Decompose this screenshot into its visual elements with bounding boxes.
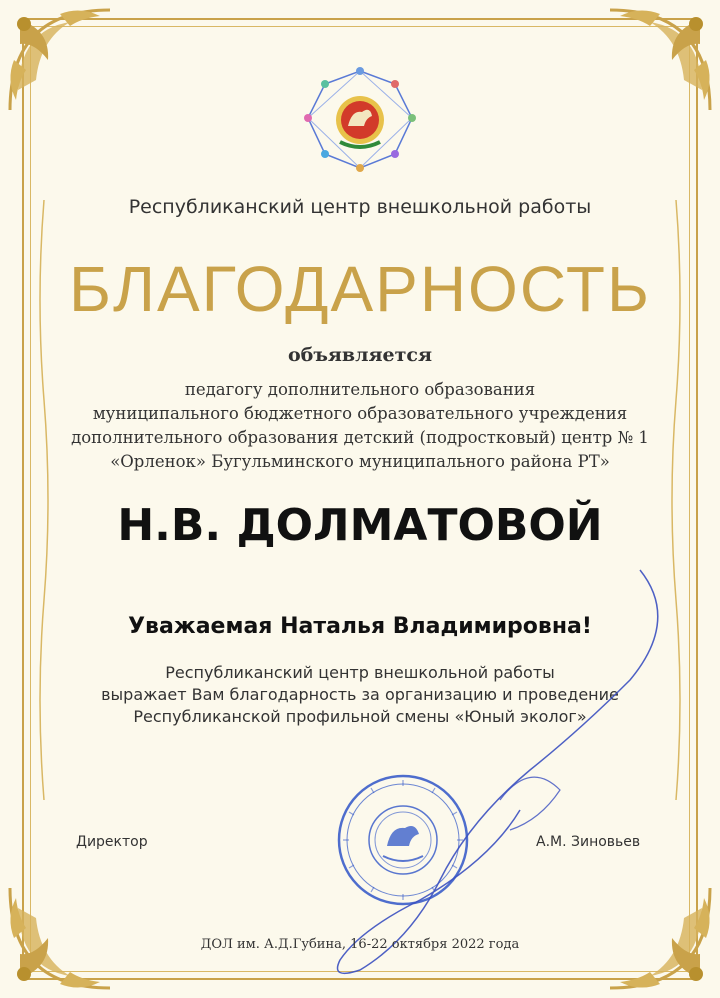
official-stamp <box>335 772 471 908</box>
footer-place-date: ДОЛ им. А.Д.Губина, 16-22 октября 2022 года <box>200 937 520 952</box>
greeting: Уважаемая Наталья Владимировна! <box>128 614 592 639</box>
tatarstan-emblem-icon <box>300 66 420 176</box>
certificate-title: БЛАГОДАРНОСТЬ <box>68 253 652 325</box>
recipient-line: дополнительного образования детский (подростковый) центр № 1 <box>71 428 649 447</box>
recipient-description <box>40 378 680 474</box>
message-line: Республиканской профильной смены «Юный эколог» <box>133 707 587 726</box>
director-name: А.М. Зиновьев <box>536 834 641 850</box>
organization-name: Республиканский центр внешкольной работы <box>128 196 592 218</box>
gratitude-message <box>40 662 680 728</box>
message-line: Республиканский центр внешкольной работы <box>165 663 555 682</box>
recipient-line: «Орленок» Бугульминского муниципального района РТ» <box>110 452 610 471</box>
message-line: выражает Вам благодарность за организацию и проведение <box>101 685 619 704</box>
corner-ornament-icon <box>600 0 720 120</box>
recipient-line: муниципального бюджетного образовательного учреждения <box>92 404 628 423</box>
recipient-name: Н.В. ДОЛМАТОВОЙ <box>117 500 603 551</box>
announced-label: объявляется <box>287 344 433 366</box>
corner-ornament-icon <box>0 0 120 120</box>
director-label: Директор <box>76 834 148 850</box>
recipient-line: педагогу дополнительного образования <box>184 380 536 399</box>
